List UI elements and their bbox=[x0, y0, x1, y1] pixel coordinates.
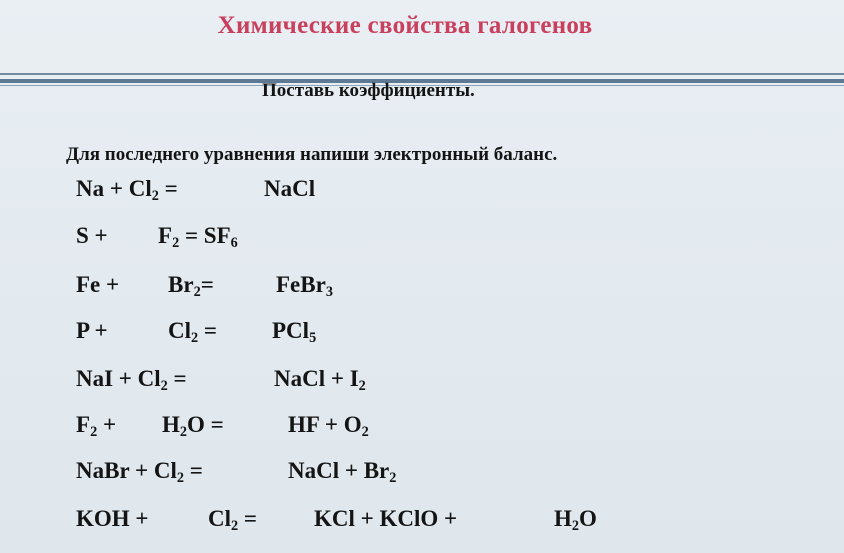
equation-products: NaCl + $I_2$ bbox=[274, 366, 366, 394]
subscript: 2 bbox=[193, 283, 201, 300]
equation-reactants: S + bbox=[76, 223, 108, 248]
subscript: 2 bbox=[179, 423, 188, 440]
equation-products: NaCl bbox=[264, 176, 316, 201]
divider-top bbox=[0, 73, 844, 75]
equation-middle: $Br_2=$ bbox=[168, 272, 214, 300]
equation-products: HF + $O_2$ bbox=[288, 412, 369, 440]
equation-products: KCl + KClO + bbox=[314, 506, 458, 531]
equation-reactants: Fe + bbox=[76, 272, 120, 297]
equation-products: FeBr$_3$ bbox=[276, 272, 333, 300]
subscript: 2 bbox=[160, 377, 168, 394]
subscript: 2 bbox=[358, 377, 366, 394]
equation-reactants: $F_2$ + bbox=[76, 412, 117, 440]
equation-products: NaCl + $Br_2$ bbox=[288, 458, 397, 486]
subscript: 2 bbox=[231, 517, 239, 534]
equation-reactants: P + bbox=[76, 318, 108, 343]
equation-reactants: $Na + Cl_2$ = bbox=[76, 176, 178, 204]
subscript: 2 bbox=[176, 469, 184, 486]
equation-reactants: KOH + bbox=[76, 506, 149, 531]
subscript: 2 bbox=[191, 329, 199, 346]
equation-middle: $Cl_2$ = bbox=[208, 506, 257, 534]
equation-reactants: NaBr + $Cl_2$ = bbox=[76, 458, 203, 486]
equation-middle: $F_2 = SF_6$ bbox=[158, 223, 238, 251]
equation-extra: $H_2O$ bbox=[554, 506, 597, 534]
subscript: 5 bbox=[309, 329, 317, 346]
subscript: 2 bbox=[90, 423, 98, 440]
equation-middle: $H_2O$ = bbox=[162, 412, 224, 440]
subscript: 2 bbox=[361, 423, 369, 440]
equation-reactants: NaI + $Cl_2$ = bbox=[76, 366, 187, 394]
equation-middle: $Cl_2$ = bbox=[168, 318, 217, 346]
subscript: 2 bbox=[151, 187, 159, 204]
subscript: 2 bbox=[172, 234, 180, 251]
slide-title: Химические свойства галогенов bbox=[217, 12, 593, 39]
subscript: 2 bbox=[389, 469, 397, 486]
subscript: 3 bbox=[325, 283, 333, 300]
subscript: 2 bbox=[571, 517, 580, 534]
equation-products: PCl$_5$ bbox=[272, 318, 317, 346]
instruction-coefficients: Поставь коэффициенты. bbox=[262, 80, 475, 101]
instruction-electron-balance: Для последнего уравнения напиши электронный баланс. bbox=[66, 144, 558, 165]
subscript: 6 bbox=[230, 234, 238, 251]
